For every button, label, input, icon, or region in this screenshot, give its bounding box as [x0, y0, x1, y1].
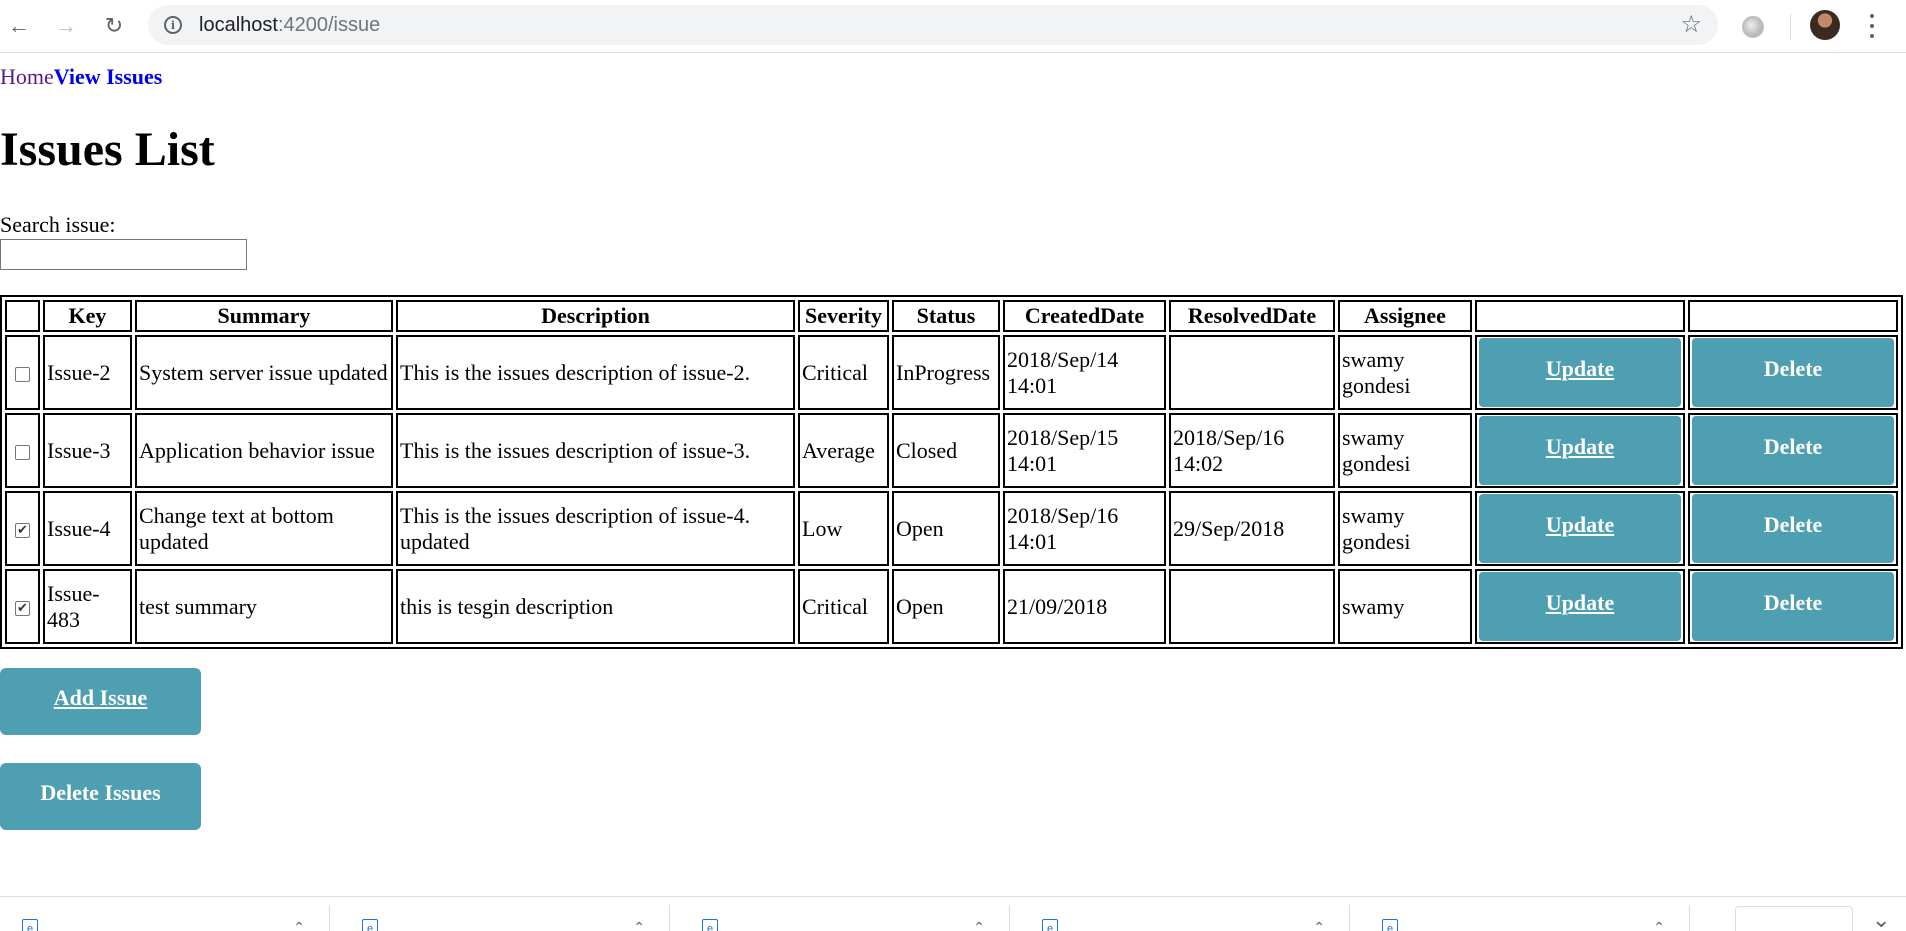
header-select — [5, 300, 40, 332]
update-cell — [1475, 491, 1685, 566]
nav-home-link[interactable]: Home — [0, 64, 54, 89]
update-button[interactable]: Update — [1479, 572, 1681, 641]
table-row — [5, 491, 1898, 566]
cell-key: Issue-483 — [43, 569, 132, 644]
url-host: localhost — [199, 14, 278, 36]
issues-table — [0, 295, 1903, 649]
chevron-up-icon[interactable]: ⌃ — [293, 919, 305, 931]
cell-resolved-date — [1169, 335, 1335, 410]
delete-button[interactable]: Delete — [1692, 416, 1894, 485]
star-icon[interactable]: ☆ — [1680, 11, 1702, 38]
url-path: :4200/issue — [277, 14, 381, 36]
chevron-up-icon[interactable]: ⌃ — [1653, 919, 1665, 931]
extension-icon[interactable] — [1742, 16, 1764, 38]
toolbar-divider — [1790, 14, 1791, 40]
download-item[interactable] — [1360, 905, 1690, 931]
cell-summary: Change text at bottom updated — [135, 491, 393, 566]
cell-created-date: 2018/Sep/16 14:01 — [1003, 491, 1166, 566]
update-button[interactable]: Update — [1479, 494, 1681, 563]
cell-status: Open — [892, 491, 1000, 566]
update-cell — [1475, 569, 1685, 644]
cell-resolved-date: 29/Sep/2018 — [1169, 491, 1335, 566]
cell-assignee: swamy gondesi — [1338, 413, 1472, 488]
table-row — [5, 335, 1898, 410]
delete-button[interactable]: Delete — [1692, 572, 1894, 641]
download-shelf — [0, 896, 1906, 931]
row-checkbox[interactable] — [15, 367, 30, 382]
header-update — [1475, 300, 1685, 332]
table-row — [5, 413, 1898, 488]
header-status: Status — [892, 300, 1000, 332]
delete-issues-button[interactable]: Delete Issues — [0, 763, 201, 830]
avatar[interactable] — [1810, 10, 1840, 40]
reload-icon[interactable]: ↻ — [104, 13, 124, 38]
file-icon: e — [1042, 919, 1058, 931]
header-assignee: Assignee — [1338, 300, 1472, 332]
url-text[interactable] — [199, 14, 380, 37]
cell-created-date: 2018/Sep/14 14:01 — [1003, 335, 1166, 410]
browser-toolbar — [0, 0, 1906, 53]
cell-severity: Low — [798, 491, 889, 566]
row-checkbox[interactable] — [15, 445, 30, 460]
download-item[interactable] — [340, 905, 670, 931]
cell-status: Open — [892, 569, 1000, 644]
cell-assignee: swamy — [1338, 569, 1472, 644]
back-arrow-icon[interactable]: ← — [8, 13, 30, 38]
info-icon[interactable]: i — [164, 16, 182, 34]
delete-cell — [1688, 569, 1898, 644]
table-row — [5, 569, 1898, 644]
cell-severity: Average — [798, 413, 889, 488]
header-summary: Summary — [135, 300, 393, 332]
header-created-date: CreatedDate — [1003, 300, 1166, 332]
update-button[interactable]: Update — [1479, 416, 1681, 485]
table-header-row — [5, 300, 1898, 332]
row-checkbox[interactable]: ✔ — [15, 601, 30, 616]
delete-cell — [1688, 335, 1898, 410]
search-label: Search issue: — [0, 212, 116, 237]
header-delete — [1688, 300, 1898, 332]
cell-description: This is the issues description of issue-2. — [396, 335, 795, 410]
download-item[interactable] — [1020, 905, 1350, 931]
cell-key: Issue-3 — [43, 413, 132, 488]
show-all-button[interactable] — [1735, 906, 1853, 931]
header-key: Key — [43, 300, 132, 332]
cell-resolved-date — [1169, 569, 1335, 644]
cell-severity: Critical — [798, 569, 889, 644]
cell-created-date: 2018/Sep/15 14:01 — [1003, 413, 1166, 488]
download-item[interactable] — [680, 905, 1010, 931]
cell-description: This is the issues description of issue-4. updated — [396, 491, 795, 566]
kebab-menu-icon[interactable] — [1862, 11, 1882, 41]
address-bar[interactable] — [148, 5, 1718, 45]
delete-cell — [1688, 491, 1898, 566]
cell-resolved-date: 2018/Sep/16 14:02 — [1169, 413, 1335, 488]
cell-status: Closed — [892, 413, 1000, 488]
delete-cell — [1688, 413, 1898, 488]
row-checkbox-cell — [5, 335, 40, 410]
cell-description: This is the issues description of issue-3. — [396, 413, 795, 488]
header-description: Description — [396, 300, 795, 332]
forward-arrow-icon[interactable]: → — [55, 13, 77, 38]
cell-assignee: swamy gondesi — [1338, 335, 1472, 410]
row-checkbox-cell — [5, 491, 40, 566]
file-icon: e — [22, 919, 38, 931]
add-issue-button[interactable]: Add Issue — [0, 668, 201, 735]
page-title: Issues List — [0, 123, 215, 176]
cell-created-date: 21/09/2018 — [1003, 569, 1166, 644]
delete-button[interactable]: Delete — [1692, 494, 1894, 563]
header-severity: Severity — [798, 300, 889, 332]
chevron-up-icon[interactable]: ⌃ — [633, 919, 645, 931]
cell-summary: test summary — [135, 569, 393, 644]
cell-assignee: swamy gondesi — [1338, 491, 1472, 566]
update-button[interactable]: Update — [1479, 338, 1681, 407]
top-nav — [0, 64, 162, 90]
cell-key: Issue-4 — [43, 491, 132, 566]
update-cell — [1475, 413, 1685, 488]
cell-description: this is tesgin description — [396, 569, 795, 644]
cell-summary: Application behavior issue — [135, 413, 393, 488]
cell-severity: Critical — [798, 335, 889, 410]
row-checkbox[interactable]: ✔ — [15, 523, 30, 538]
chevron-up-icon[interactable]: ⌃ — [1313, 919, 1325, 931]
row-checkbox-cell — [5, 569, 40, 644]
download-item[interactable] — [0, 905, 330, 931]
cell-summary: System server issue updated — [135, 335, 393, 410]
update-cell — [1475, 335, 1685, 410]
search-input[interactable] — [0, 239, 247, 270]
row-checkbox-cell — [5, 413, 40, 488]
close-icon[interactable]: ⌄ — [1872, 907, 1891, 931]
cell-status: InProgress — [892, 335, 1000, 410]
delete-button[interactable]: Delete — [1692, 338, 1894, 407]
header-resolved-date: ResolvedDate — [1169, 300, 1335, 332]
cell-key: Issue-2 — [43, 335, 132, 410]
nav-view-issues-link[interactable]: View Issues — [53, 64, 163, 89]
file-icon: e — [362, 919, 378, 931]
file-icon: e — [1382, 919, 1398, 931]
file-icon: e — [702, 919, 718, 931]
chevron-up-icon[interactable]: ⌃ — [973, 919, 985, 931]
